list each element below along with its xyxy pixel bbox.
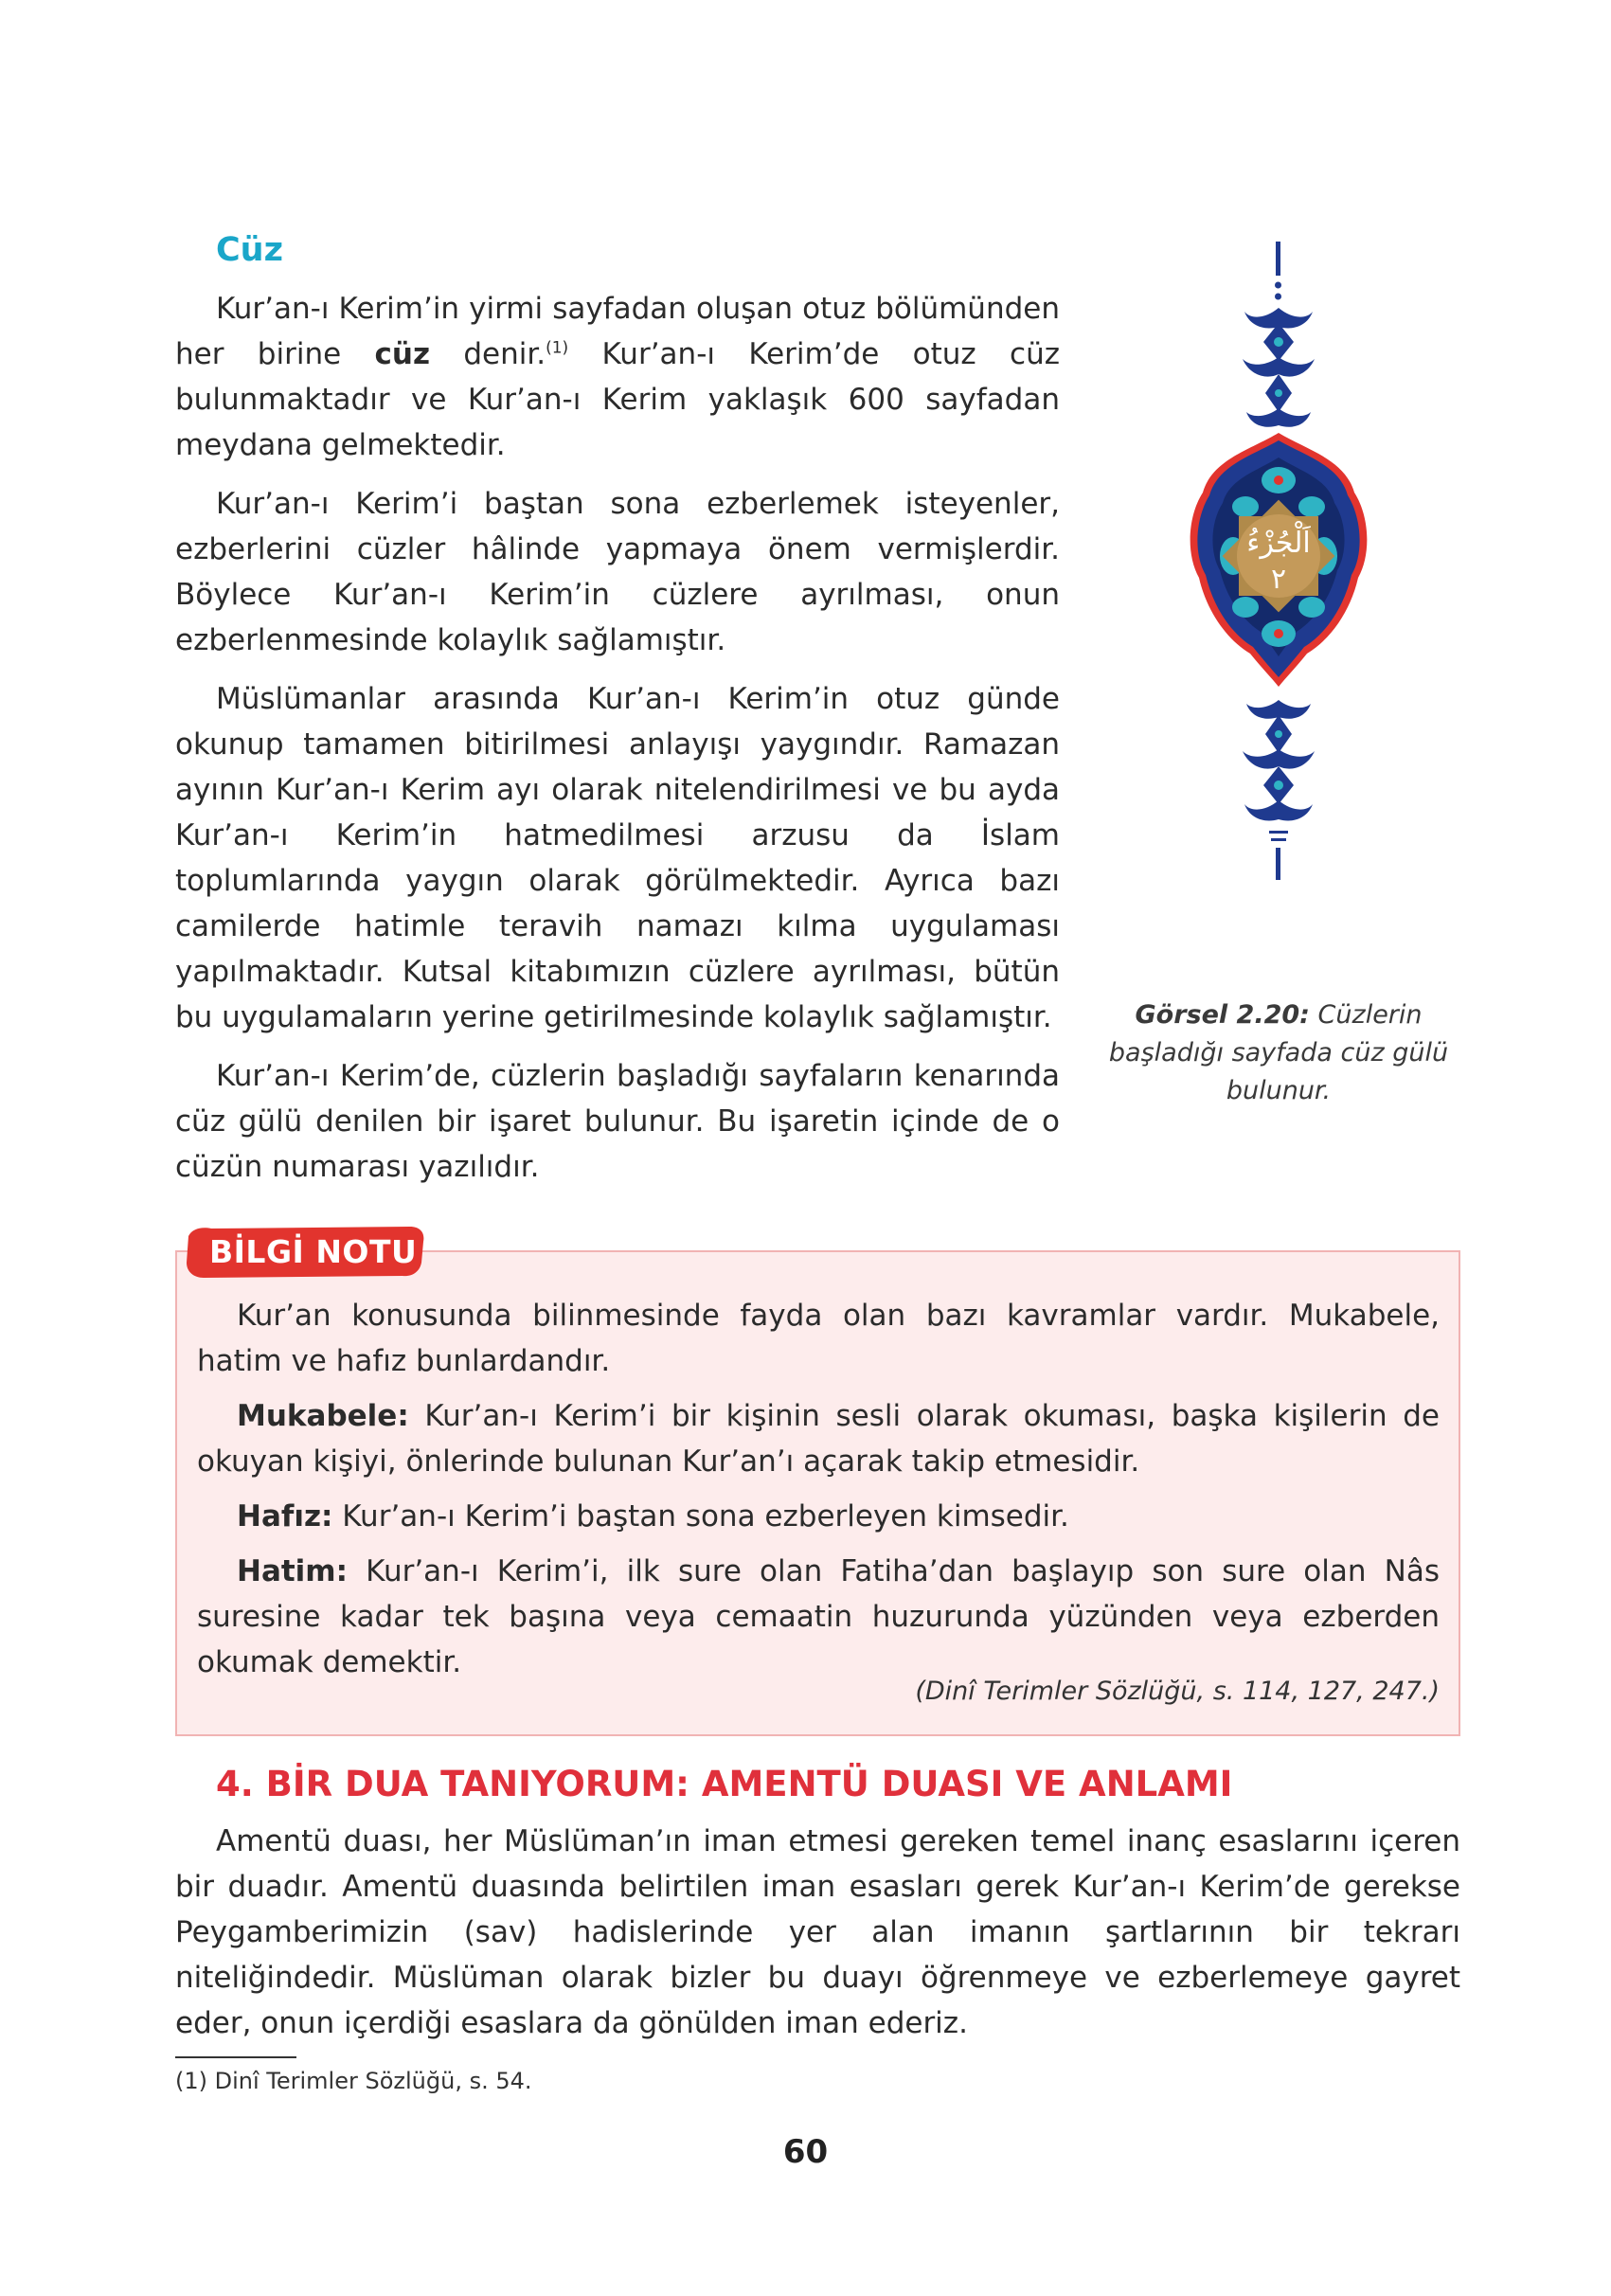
page-number: 60 (782, 2133, 829, 2171)
footnote-marker[interactable]: (1) (546, 338, 569, 358)
definition-term: Hatim: (237, 1554, 349, 1588)
paragraph: Müslümanlar arasında Kur’an-ı Kerim’in otuz günde okunup tamamen bitirilmesi anlayışı yaygındır. Ramazan ayının Kur’an-ı Kerim ayı olarak nitelendirilmesi ve bu ayda Kur’an-ı Kerim’in hatmedilmesi arzusu da İslam toplumlarında yaygın olarak görülmektedir. Ayrıca bazı camilerde hatimle teravih namazı kılma uygulaması yapılmaktadır. Kutsal kitabımızın cüzlere ayrılması, bütün bu uygulamaların yerine getirilmesinde kolaylık sağlamıştır. (175, 682, 1060, 1034)
definition-text: Kur’an-ı Kerim’i bir kişinin sesli olarak okuması, başka kişilerin de okuyan kişiyi, önlerinde bulunan Kur’an’ı açarak takip etmesidir. (197, 1399, 1440, 1479)
note-definition (197, 1549, 1440, 1685)
juz-rose-figure (1108, 232, 1449, 1113)
paragraph (175, 286, 1060, 468)
note-intro: Kur’an konusunda bilinmesinde fayda olan bazı kavramlar vardır. Mukabele, hatim ve hafız bunlardandır. (197, 1299, 1440, 1378)
ornament-stem (1276, 242, 1280, 276)
upper-finial-ornament (1243, 308, 1315, 427)
amentu-text (175, 1819, 1460, 2046)
ornament-dot (1275, 294, 1281, 300)
ornament-stem (1276, 848, 1280, 880)
ornament-bar (1271, 838, 1286, 841)
term-bold: cüz (374, 337, 430, 371)
info-note-content (197, 1293, 1440, 1695)
note-definition (197, 1494, 1440, 1539)
section-heading: Cüz (216, 231, 283, 269)
definition-text: Kur’an-ı Kerim’i baştan sona ezberleyen kimsedir. (332, 1499, 1069, 1534)
figure-caption (1099, 996, 1459, 1110)
juz-rose-illustration (1108, 232, 1449, 990)
definition-term: Hafız: (237, 1499, 333, 1534)
arabic-juz-word: اَلْجُزْءُ (1246, 527, 1311, 560)
definition-term: Mukabele: (237, 1399, 409, 1433)
note-definition (197, 1393, 1440, 1484)
definition-text: Kur’an-ı Kerim’i, ilk sure olan Fatiha’dan başlayıp son sure olan Nâs suresine kadar tek başına veya cemaatin huzurunda yüzünden veya ezberden okumak demektir. (197, 1554, 1440, 1679)
ornament-bar (1269, 831, 1288, 834)
footnote-divider (175, 2056, 296, 2058)
paragraph: Amentü duası, her Müslüman’ın iman etmesi gereken temel inanç esaslarını içeren bir duadır. Amentü duasında belirtilen iman esasları gerek Kur’an-ı Kerim’de gerekse Peygamberimizin (sav) hadislerinde yer alan imanın şartlarının bir tekrarı niteliğindedir. Müslüman olarak bizler bu duayı öğrenmeye ve ezberlemeye gayret eder, onun içerdiği esaslara da gönülden iman ederiz. (175, 1824, 1460, 2040)
paragraph: Kur’an-ı Kerim’i baştan sona ezberlemek isteyenler, ezberlerini cüzler hâlinde yapmaya önem vermişlerdir. Böylece Kur’an-ı Kerim’in cüzlere ayrılması, onun ezberlenmesinde kolaylık sağlamıştır. (175, 487, 1060, 657)
paragraph: Kur’an-ı Kerim’de, cüzlerin başladığı sayfaların kenarında cüz gülü denilen bir işaret bulunur. Bu işaretin içinde de o cüzün numarası yazılıdır. (175, 1059, 1060, 1184)
lower-finial-ornament (1243, 700, 1315, 820)
footnote: (1) Dinî Terimler Sözlüğü, s. 54. (175, 2068, 532, 2094)
ornament-dot (1275, 282, 1281, 289)
main-text-column (175, 286, 1060, 1203)
info-note-title: BİLGİ NOTU (209, 1233, 418, 1270)
section-heading-amentu: 4. BİR DUA TANIYORUM: AMENTÜ DUASI VE ANLAMI (216, 1764, 1233, 1804)
caption-text: Cüzlerin başladığı sayfada cüz gülü bulunur. (1108, 1000, 1449, 1105)
text-span: denir. (430, 337, 546, 371)
rose-medallion (1190, 433, 1368, 687)
arabic-juz-number: ٢ (1270, 563, 1287, 596)
note-source: (Dinî Terimler Sözlüğü, s. 114, 127, 247.) (915, 1677, 1440, 1706)
text-span: Kur’an-ı Kerim’de otuz cüz bulunmaktadır ve Kur’an-ı Kerim yaklaşık 600 sayfadan meydana gelmektedir. (175, 337, 1060, 462)
text-span: Kur’an-ı Kerim’in yirmi sayfadan oluşan otuz bölümünden her birine (175, 292, 1060, 371)
info-note-badge (183, 1225, 429, 1280)
caption-label: Görsel 2.20: (1135, 1000, 1310, 1030)
